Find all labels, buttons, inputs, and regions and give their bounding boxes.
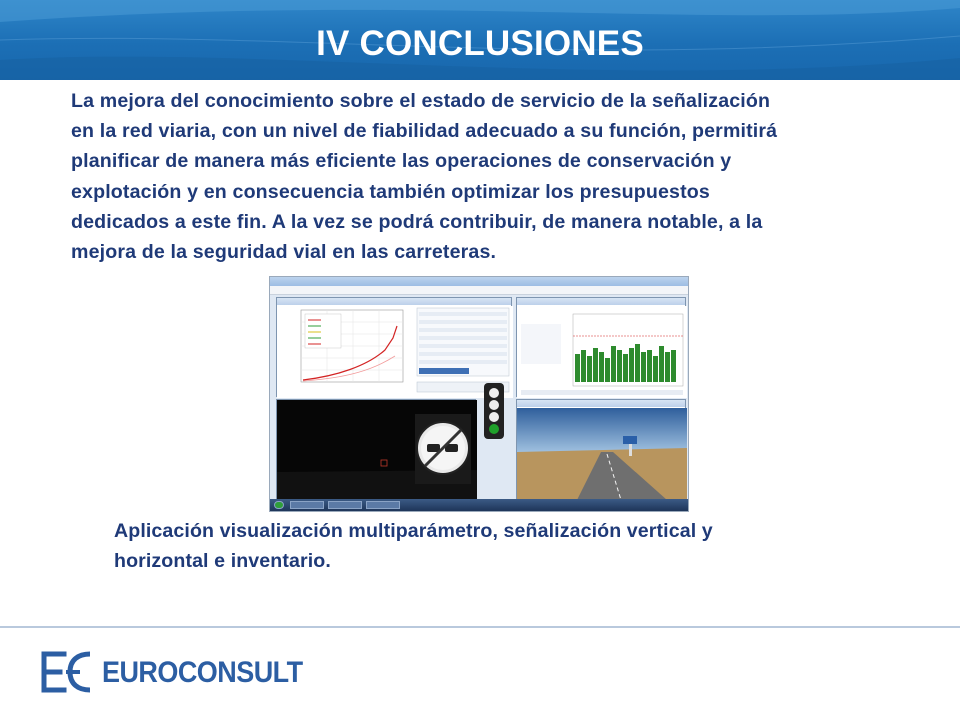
euroconsult-logo-icon (40, 648, 100, 696)
caption-line: horizontal e inventario. (114, 550, 331, 573)
intro-line: planificar de manera más eficiente las operaciones de conservación y (71, 150, 732, 173)
intro-line: La mejora del conocimiento sobre el estado de servicio de la señalización (71, 90, 771, 112)
intro-paragraph (71, 86, 921, 267)
footer-divider (0, 626, 960, 628)
footer-panel (935, 630, 960, 700)
screenshot-task-item (366, 501, 400, 509)
screenshot-taskbar (270, 499, 688, 511)
screenshot-camera-view (277, 400, 477, 500)
screenshot-window-bar (517, 298, 685, 305)
screenshot-road-window (516, 399, 686, 499)
application-screenshot (269, 276, 689, 512)
caption-line: Aplicación visualización multiparámetro, señalización vertical y (114, 520, 713, 542)
screenshot-window-bar (517, 400, 685, 407)
screenshot-camera-window (276, 399, 476, 499)
screenshot-chart-window (276, 297, 512, 397)
intro-line: mejora de la seguridad vial en las carreteras. (71, 241, 497, 264)
traffic-light-icon (480, 381, 508, 441)
intro-line: explotación y en consecuencia también optimizar los presupuestos (71, 180, 710, 203)
screenshot-road-photo (517, 408, 687, 500)
screenshot-titlebar (270, 277, 688, 286)
screenshot-menubar (270, 286, 688, 295)
screenshot-window-bar (277, 298, 511, 305)
screenshot-bar-window (516, 297, 686, 397)
logo-wordmark: EUROCONSULT (102, 656, 303, 689)
screenshot-task-item (328, 501, 362, 509)
screenshot-start-button (274, 501, 284, 509)
screenshot-task-item (290, 501, 324, 509)
intro-line: dedicados a este fin. A la vez se podrá contribuir, de manera notable, a la (71, 210, 763, 233)
slide-title: IV CONCLUSIONES (316, 24, 644, 63)
screenshot-caption (114, 516, 874, 576)
intro-line: en la red viaria, con un nivel de fiabilidad adecuado a su función, permitirá (71, 120, 778, 143)
screenshot-curve-chart (277, 306, 513, 398)
screenshot-bar-chart (517, 306, 687, 398)
euroconsult-logo (40, 648, 303, 696)
title-banner (0, 0, 960, 80)
